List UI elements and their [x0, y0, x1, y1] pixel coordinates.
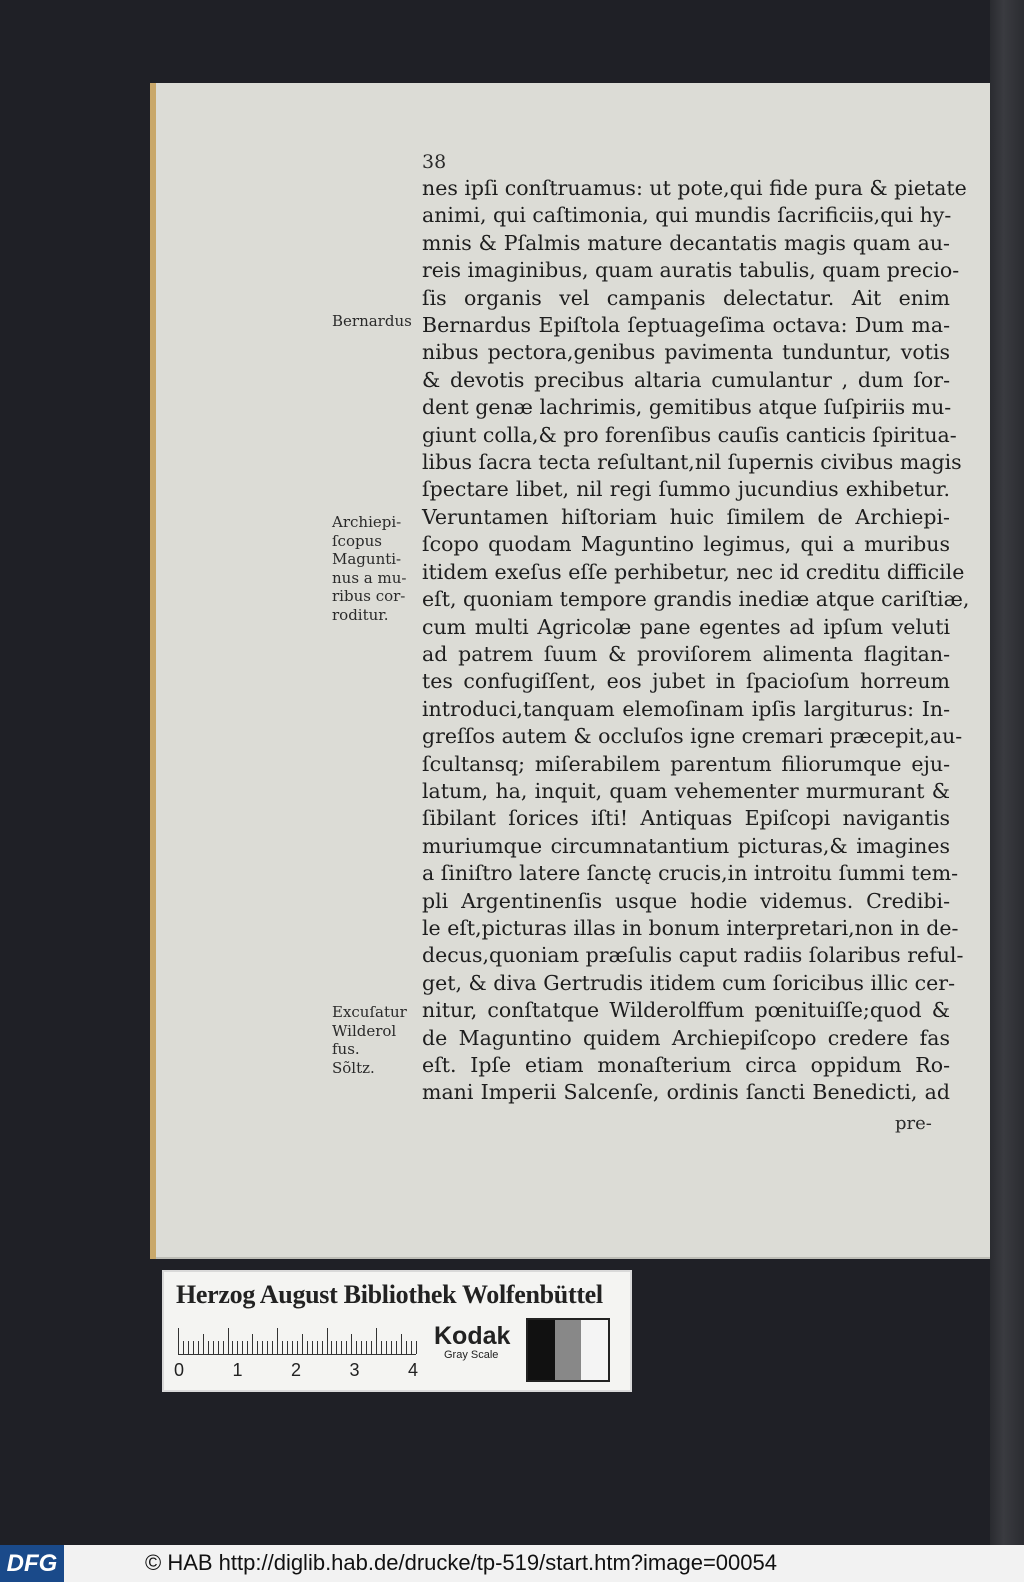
ruler-tick [346, 1341, 347, 1354]
ruler-tick [252, 1334, 253, 1354]
ruler-tick [416, 1341, 417, 1354]
marginal-line: fus. [332, 1040, 360, 1058]
marginal-line: Archiepi- [332, 513, 402, 531]
ruler-tick [317, 1341, 318, 1354]
ruler-tick [282, 1341, 283, 1354]
marginal-note-bernardus [332, 312, 416, 331]
marginal-line: ribus cor- [332, 587, 406, 605]
catchword: pre- [895, 1113, 932, 1134]
text-line: eſt. Ipſe etiam monaſterium circa oppidum Ro- [422, 1053, 950, 1077]
text-line: nitur, conſtatque Wilderolffum pœnituiſſe;quod & [422, 998, 950, 1023]
ruler-tick [401, 1334, 402, 1354]
text-line: Bernardus Epiſtola ſeptuageſima octava: Dum ma- [422, 313, 950, 338]
ruler-tick [391, 1341, 392, 1354]
book-page [150, 83, 990, 1259]
ruler-tick [356, 1341, 357, 1354]
text-line: Veruntamen hiſtoriam huic ſimilem de Archiepi- [422, 504, 950, 529]
text-line: eſt, quoniam tempore grandis inediæ atque cariſtiæ, [422, 587, 970, 612]
text-line: latum, ha, inquit, quam vehementer murmurant & [422, 778, 950, 803]
library-name: Herzog August Bibliothek Wolfenbüttel [176, 1280, 603, 1309]
marginal-line: Excuſatur [332, 1003, 407, 1021]
ruler-tick [312, 1341, 313, 1354]
gray-swatch [555, 1320, 582, 1380]
text-line: ſibilant ſorices iſti! Antiquas Epiſcopi navigantis [422, 806, 950, 831]
text-line: greſſos autem & occluſos igne cremari præcepit,au- [422, 724, 963, 749]
ruler [178, 1324, 416, 1355]
ruler-tick [327, 1328, 328, 1354]
marginal-note-excusatur [332, 1003, 416, 1077]
gray-swatch [581, 1320, 608, 1380]
ruler-tick [178, 1328, 179, 1354]
gray-scale-label: Gray Scale [444, 1349, 499, 1361]
page-number: 38 [422, 151, 447, 173]
text-line: tes confugiſſent, eos jubet in ſpacioſum horreum [422, 669, 950, 694]
ruler-tick [297, 1341, 298, 1354]
ruler-tick [376, 1328, 377, 1354]
ruler-tick [223, 1341, 224, 1354]
text-line: decus,quoniam præſulis caput radiis ſolaribus reful- [422, 943, 964, 968]
ruler-tick [228, 1328, 229, 1354]
kodak-logo: Kodak [434, 1322, 511, 1350]
ruler-tick [341, 1341, 342, 1354]
gray-swatches [526, 1318, 610, 1382]
ruler-tick [371, 1341, 372, 1354]
text-line: pli Argentinenſis usque hodie videmus. Credibi- [422, 888, 950, 913]
marginal-line: Wilderol [332, 1021, 397, 1040]
text-line: de Maguntino quidem Archiepiſcopo credere fas [422, 1025, 950, 1050]
ruler-tick [411, 1341, 412, 1354]
ruler-tick [406, 1341, 407, 1354]
text-line: ad patrem ſuum & proviſorem alimenta flagitan- [422, 641, 950, 666]
marginal-line: roditur. [332, 605, 389, 624]
ruler-tick [381, 1341, 382, 1354]
ruler-tick [351, 1334, 352, 1354]
ruler-tick [213, 1341, 214, 1354]
ruler-tick [188, 1341, 189, 1354]
ruler-tick [287, 1341, 288, 1354]
ruler-tick [237, 1341, 238, 1354]
text-line: cum multi Agricolæ pane egentes ad ipſum veluti [422, 614, 950, 639]
text-line: libus ſacra tecta reſultant,nil ſupernis civibus magis [422, 450, 962, 475]
text-line: get, & diva Gertrudis itidem cum ſoricibus illic cer- [422, 970, 955, 995]
text-line: nes ipſi conſtruamus: ut pote,qui fide pura & pietate [422, 176, 967, 200]
ruler-tick [361, 1341, 362, 1354]
ruler-tick [183, 1341, 184, 1354]
ruler-number: 1 [232, 1360, 243, 1380]
ruler-number: 0 [174, 1360, 185, 1380]
ruler-tick [277, 1328, 278, 1354]
ruler-tick [302, 1334, 303, 1354]
text-line: ſcultansq; miſerabilem parentum filiorumque eju- [422, 751, 950, 776]
marginal-line: ſcopus [332, 531, 382, 550]
ruler-tick [331, 1341, 332, 1354]
gray-swatch [528, 1320, 555, 1380]
text-line: mani Imperii Salcenſe, ordinis ſancti Benedicti, ad [422, 1080, 950, 1105]
ruler-tick [198, 1341, 199, 1354]
text-line: itidem exeſus eſſe perhibetur, nec id creditu difficile [422, 559, 965, 584]
text-line: nibus pectora,genibus pavimenta tunduntur, votis [422, 340, 950, 365]
ruler-tick [232, 1341, 233, 1354]
text-line: le eſt,picturas illas in bonum interpretari,non in de- [422, 915, 959, 940]
ruler-number: 3 [349, 1360, 360, 1380]
ruler-tick [203, 1334, 204, 1354]
text-line: & devotis precibus altaria cumulantur , dum ſor- [422, 367, 950, 392]
ruler-tick [193, 1341, 194, 1354]
text-line: ſpectare libet, nil regi ſummo jucundius exhibetur. [422, 477, 950, 502]
marginal-note-archiepiscopus [332, 513, 416, 624]
text-line: giunt colla,& pro forenſibus cauſis canticis ſpiritua- [422, 422, 957, 447]
library-color-target [162, 1270, 632, 1392]
ruler-tick [336, 1341, 337, 1354]
ruler-tick [366, 1341, 367, 1354]
footer-bar [0, 1545, 1024, 1582]
ruler-tick [396, 1341, 397, 1354]
ruler-tick [386, 1341, 387, 1354]
text-line: mnis & Pſalmis mature decantatis magis quam au- [422, 230, 950, 255]
text-line: dent genæ lachrimis, gemitibus atque ſuſpiriis mu- [422, 395, 952, 420]
dfg-logo: DFG [0, 1545, 64, 1582]
marginal-line: nus a mu- [332, 568, 407, 587]
text-line: ſis organis vel campanis delectatur. Ait enim [422, 285, 950, 310]
body-text [422, 175, 970, 1107]
scanner-edge [990, 0, 1024, 1545]
ruler-tick [218, 1341, 219, 1354]
text-line: a ſiniſtro latere ſanctę crucis,in introitu ſummi tem- [422, 861, 959, 886]
ruler-tick [247, 1341, 248, 1354]
marginal-line: Bernardus [332, 312, 412, 330]
ruler-tick [292, 1341, 293, 1354]
text-line: reis imaginibus, quam auratis tabulis, quam precio- [422, 258, 960, 283]
ruler-tick [257, 1341, 258, 1354]
ruler-tick [307, 1341, 308, 1354]
ruler-tick [242, 1341, 243, 1354]
ruler-tick [208, 1341, 209, 1354]
ruler-number: 2 [291, 1360, 302, 1380]
marginal-line: Magunti- [332, 550, 402, 568]
ruler-tick [267, 1341, 268, 1354]
text-line: animi, qui caſtimonia, qui mundis ſacrificiis,qui hy- [422, 203, 952, 228]
text-line: ſcopo quodam Maguntino legimus, qui a muribus [422, 532, 950, 557]
text-line: introduci,tanquam elemoſinam ipſis largiturus: In- [422, 696, 950, 721]
ruler-tick [262, 1341, 263, 1354]
ruler-tick [272, 1341, 273, 1354]
ruler-number: 4 [408, 1360, 419, 1380]
text-line: muriumque circumnatantium picturas,& imagines [422, 833, 950, 858]
ruler-tick [322, 1341, 323, 1354]
copyright-link[interactable]: © HAB http://diglib.hab.de/drucke/tp-519/start.htm?image=00054 [145, 1550, 777, 1575]
marginal-line: Sõltz. [332, 1058, 375, 1077]
